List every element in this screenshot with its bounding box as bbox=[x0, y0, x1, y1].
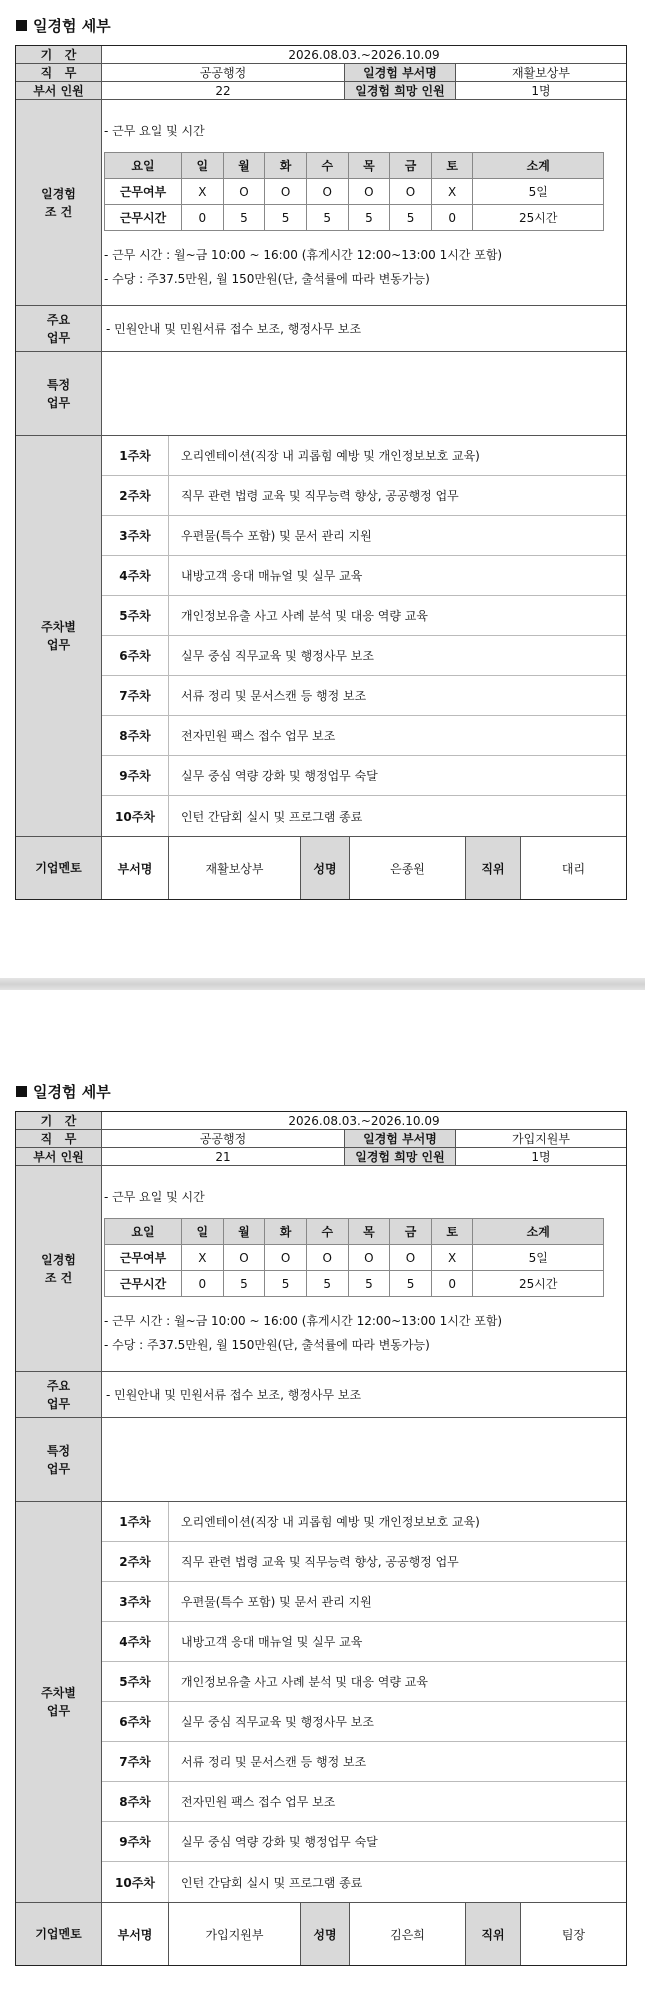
work-yn-cell: O bbox=[348, 1245, 390, 1271]
work-yn-row bbox=[105, 1245, 604, 1271]
page-gap bbox=[0, 940, 645, 1066]
week-task: 서류 정리 및 문서스캔 등 행정 보조 bbox=[181, 1755, 367, 1769]
work-days-table bbox=[104, 152, 604, 231]
work-yn-cell: X bbox=[182, 179, 224, 205]
mentor-dept-value: 재활보상부 bbox=[168, 837, 300, 899]
week-number: 3주차 bbox=[102, 516, 169, 555]
section-title-text: 일경험 세부 bbox=[33, 1083, 111, 1101]
conditions-row bbox=[16, 1166, 626, 1372]
week-number: 2주차 bbox=[102, 1542, 169, 1581]
week-row bbox=[102, 476, 626, 516]
weekly-row bbox=[16, 1502, 626, 1903]
week-row bbox=[102, 1782, 626, 1822]
square-bullet-icon bbox=[16, 20, 27, 31]
work-yn-cell: O bbox=[390, 179, 432, 205]
work-hours-cell: 0 bbox=[182, 205, 224, 231]
wanted-value: 1명 bbox=[531, 1150, 551, 1164]
special-duty-value bbox=[102, 352, 626, 435]
day-header-cell: 수 bbox=[306, 153, 348, 179]
conditions-body bbox=[102, 100, 626, 305]
work-hours-row bbox=[105, 1271, 604, 1297]
mentor-dept-value: 가입지원부 bbox=[168, 1903, 300, 1965]
day-header-cell: 일 bbox=[182, 153, 224, 179]
week-number: 4주차 bbox=[102, 1622, 169, 1661]
work-yn-cell: O bbox=[265, 1245, 307, 1271]
day-header-cell: 일 bbox=[182, 1219, 224, 1245]
mentor-name-value: 김은희 bbox=[390, 1927, 425, 1942]
mentor-dept-label: 부서명 bbox=[117, 861, 153, 876]
work-hours-cell: 0 bbox=[182, 1271, 224, 1297]
wanted-value: 1명 bbox=[531, 84, 551, 98]
work-hours-cell: 근무시간 bbox=[105, 205, 182, 231]
mentor-pos-label: 직위 bbox=[465, 1903, 521, 1965]
conditions-label: 일경험 조 건 bbox=[16, 100, 102, 305]
work-yn-cell: O bbox=[306, 1245, 348, 1271]
conditions-label: 일경험 조 건 bbox=[16, 1166, 102, 1371]
period-label: 기 간 bbox=[16, 1112, 102, 1129]
page-divider bbox=[0, 978, 645, 990]
week-task: 전자민원 팩스 접수 업무 보조 bbox=[181, 1795, 336, 1809]
weekly-label: 주차별 업무 bbox=[16, 1502, 102, 1902]
mentor-label: 기업멘토 bbox=[16, 837, 102, 899]
conditions-row bbox=[16, 100, 626, 306]
special-duty-label: 특정 업무 bbox=[16, 1418, 102, 1501]
section-title-text: 일경험 세부 bbox=[33, 17, 111, 35]
week-number: 4주차 bbox=[102, 556, 169, 595]
week-task: 인턴 간담회 실시 및 프로그램 종료 bbox=[181, 809, 363, 824]
week-number: 2주차 bbox=[102, 476, 169, 515]
job-row bbox=[16, 64, 626, 82]
work-yn-cell: 근무여부 bbox=[105, 179, 182, 205]
mentor-pos-value: 대리 bbox=[561, 861, 586, 876]
work-yn-cell: X bbox=[431, 1245, 473, 1271]
main-duty-row bbox=[16, 306, 626, 352]
period-value: 2026.08.03.~2026.10.09 bbox=[288, 47, 440, 62]
period-row bbox=[16, 46, 626, 64]
special-duty-row bbox=[16, 352, 626, 436]
mentor-name-label: 성명 bbox=[300, 837, 350, 899]
week-number: 10주차 bbox=[102, 1862, 169, 1902]
work-hours-cell: 5 bbox=[223, 1271, 265, 1297]
work-hours-cell: 0 bbox=[431, 205, 473, 231]
week-row bbox=[102, 796, 626, 836]
week-task: 직무 관련 법령 교육 및 직무능력 향상, 공공행정 업무 bbox=[181, 1555, 459, 1569]
week-task: 서류 정리 및 문서스캔 등 행정 보조 bbox=[181, 689, 367, 703]
week-task: 인턴 간담회 실시 및 프로그램 종료 bbox=[181, 1875, 363, 1890]
work-yn-cell: O bbox=[223, 1245, 265, 1271]
week-row bbox=[102, 756, 626, 796]
dept-name-label: 일경험 부서명 bbox=[344, 64, 456, 81]
weekly-list bbox=[102, 1502, 626, 1902]
section-title bbox=[16, 1081, 111, 1102]
job-label: 직 무 bbox=[16, 64, 102, 81]
week-task: 개인정보유출 사고 사례 분석 및 대응 역량 교육 bbox=[181, 609, 428, 623]
work-hours-row bbox=[105, 205, 604, 231]
week-row bbox=[102, 1742, 626, 1782]
weekly-list bbox=[102, 436, 626, 836]
day-header-cell: 금 bbox=[390, 1219, 432, 1245]
week-row bbox=[102, 516, 626, 556]
week-row bbox=[102, 1502, 626, 1542]
week-row bbox=[102, 716, 626, 756]
period-row bbox=[16, 1112, 626, 1130]
mentor-row bbox=[16, 837, 626, 899]
job-value: 공공행정 bbox=[199, 1132, 247, 1146]
week-task: 우편물(특수 포함) 및 문서 관리 지원 bbox=[181, 1595, 372, 1609]
week-task: 개인정보유출 사고 사례 분석 및 대응 역량 교육 bbox=[181, 1675, 428, 1689]
job-label: 직 무 bbox=[16, 1130, 102, 1147]
special-duty-value bbox=[102, 1418, 626, 1501]
mentor-pos-label: 직위 bbox=[465, 837, 521, 899]
work-hours-cell: 5 bbox=[223, 205, 265, 231]
hours-note: - 근무 시간 : 월~금 10:00 ~ 16:00 (휴게시간 12:00~13:00 1시간 포함) bbox=[104, 1314, 503, 1328]
work-days-title: - 근무 요일 및 시간 bbox=[104, 1190, 205, 1204]
dept-staff-label: 부서 인원 bbox=[16, 1148, 102, 1165]
main-duty-row bbox=[16, 1372, 626, 1418]
week-task: 실무 중심 역량 강화 및 행정업무 숙달 bbox=[181, 1835, 378, 1849]
week-task: 실무 중심 역량 강화 및 행정업무 숙달 bbox=[181, 769, 378, 783]
dept-name-value: 재활보상부 bbox=[512, 66, 570, 80]
dept-name-value: 가입지원부 bbox=[512, 1132, 570, 1146]
pay-note: - 수당 : 주37.5만원, 월 150만원(단, 출석률에 따라 변동가능) bbox=[104, 272, 430, 286]
day-header-cell: 수 bbox=[306, 1219, 348, 1245]
week-number: 9주차 bbox=[102, 1822, 169, 1861]
week-number: 6주차 bbox=[102, 636, 169, 675]
day-header-cell: 목 bbox=[348, 153, 390, 179]
wanted-label: 일경험 희망 인원 bbox=[344, 1148, 456, 1165]
special-duty-label: 특정 업무 bbox=[16, 352, 102, 435]
wanted-label: 일경험 희망 인원 bbox=[344, 82, 456, 99]
work-hours-cell: 근무시간 bbox=[105, 1271, 182, 1297]
week-task: 우편물(특수 포함) 및 문서 관리 지원 bbox=[181, 529, 372, 543]
work-yn-cell: O bbox=[223, 179, 265, 205]
work-days-title: - 근무 요일 및 시간 bbox=[104, 124, 205, 138]
day-header-cell: 요일 bbox=[105, 1219, 182, 1245]
week-number: 7주차 bbox=[102, 676, 169, 715]
week-number: 6주차 bbox=[102, 1702, 169, 1741]
week-row bbox=[102, 636, 626, 676]
work-hours-cell: 5 bbox=[306, 205, 348, 231]
work-hours-cell: 5 bbox=[265, 1271, 307, 1297]
work-experience-form bbox=[15, 45, 627, 900]
dept-staff-value: 22 bbox=[215, 83, 231, 98]
work-yn-cell: X bbox=[182, 1245, 224, 1271]
work-hours-cell: 25시간 bbox=[473, 205, 604, 231]
week-number: 1주차 bbox=[102, 1502, 169, 1541]
week-task: 내방고객 응대 매뉴얼 및 실무 교육 bbox=[181, 1635, 363, 1649]
day-header-cell: 목 bbox=[348, 1219, 390, 1245]
work-yn-row bbox=[105, 179, 604, 205]
dept-staff-label: 부서 인원 bbox=[16, 82, 102, 99]
week-number: 5주차 bbox=[102, 596, 169, 635]
section-title bbox=[16, 15, 111, 36]
job-value: 공공행정 bbox=[199, 66, 247, 80]
week-number: 1주차 bbox=[102, 436, 169, 475]
week-row bbox=[102, 676, 626, 716]
week-task: 내방고객 응대 매뉴얼 및 실무 교육 bbox=[181, 569, 363, 583]
dept-name-label: 일경험 부서명 bbox=[344, 1130, 456, 1147]
work-hours-cell: 5 bbox=[390, 1271, 432, 1297]
week-task: 오리엔테이션(직장 내 괴롭힘 예방 및 개인정보보호 교육) bbox=[181, 449, 480, 463]
work-hours-cell: 5 bbox=[348, 1271, 390, 1297]
work-yn-cell: X bbox=[431, 179, 473, 205]
period-value: 2026.08.03.~2026.10.09 bbox=[288, 1113, 440, 1128]
staff-row bbox=[16, 1148, 626, 1166]
work-yn-cell: O bbox=[390, 1245, 432, 1271]
square-bullet-icon bbox=[16, 1086, 27, 1097]
job-row bbox=[16, 1130, 626, 1148]
day-header-cell: 요일 bbox=[105, 153, 182, 179]
day-header-cell: 토 bbox=[431, 1219, 473, 1245]
mentor-label: 기업멘토 bbox=[16, 1903, 102, 1965]
work-yn-cell: O bbox=[265, 179, 307, 205]
day-header-cell: 월 bbox=[223, 153, 265, 179]
form-page-1 bbox=[0, 0, 645, 940]
hours-note: - 근무 시간 : 월~금 10:00 ~ 16:00 (휴게시간 12:00~13:00 1시간 포함) bbox=[104, 248, 503, 262]
work-yn-cell: O bbox=[306, 179, 348, 205]
week-task: 실무 중심 직무교육 및 행정사무 보조 bbox=[181, 649, 374, 663]
mentor-name-label: 성명 bbox=[300, 1903, 350, 1965]
period-label: 기 간 bbox=[16, 46, 102, 63]
main-duty-label: 주요 업무 bbox=[16, 1372, 102, 1417]
pay-note: - 수당 : 주37.5만원, 월 150만원(단, 출석률에 따라 변동가능) bbox=[104, 1338, 430, 1352]
week-task: 오리엔테이션(직장 내 괴롭힘 예방 및 개인정보보호 교육) bbox=[181, 1515, 480, 1529]
day-header-cell: 화 bbox=[265, 153, 307, 179]
mentor-dept-label: 부서명 bbox=[117, 1927, 153, 1942]
work-yn-cell: 5일 bbox=[473, 179, 604, 205]
week-number: 5주차 bbox=[102, 1662, 169, 1701]
week-row bbox=[102, 556, 626, 596]
week-row bbox=[102, 1822, 626, 1862]
week-row bbox=[102, 1582, 626, 1622]
week-number: 8주차 bbox=[102, 1782, 169, 1821]
week-number: 10주차 bbox=[102, 796, 169, 836]
conditions-body bbox=[102, 1166, 626, 1371]
work-hours-cell: 5 bbox=[348, 205, 390, 231]
weekly-row bbox=[16, 436, 626, 837]
main-duty-label: 주요 업무 bbox=[16, 306, 102, 351]
mentor-name-value: 은종원 bbox=[390, 861, 425, 876]
day-header-cell: 토 bbox=[431, 153, 473, 179]
week-number: 3주차 bbox=[102, 1582, 169, 1621]
work-hours-cell: 5 bbox=[390, 205, 432, 231]
week-number: 9주차 bbox=[102, 756, 169, 795]
days-header-row bbox=[105, 153, 604, 179]
form-page-2 bbox=[0, 1066, 645, 1990]
work-hours-cell: 5 bbox=[265, 205, 307, 231]
main-duty-value: - 민원안내 및 민원서류 접수 보조, 행정사무 보조 bbox=[106, 1388, 362, 1402]
week-number: 8주차 bbox=[102, 716, 169, 755]
week-row bbox=[102, 1662, 626, 1702]
mentor-pos-value: 팀장 bbox=[561, 1927, 586, 1942]
staff-row bbox=[16, 82, 626, 100]
days-header-row bbox=[105, 1219, 604, 1245]
work-experience-form bbox=[15, 1111, 627, 1966]
week-number: 7주차 bbox=[102, 1742, 169, 1781]
week-row bbox=[102, 1702, 626, 1742]
work-yn-cell: O bbox=[348, 179, 390, 205]
dept-staff-value: 21 bbox=[215, 1149, 231, 1164]
work-hours-cell: 25시간 bbox=[473, 1271, 604, 1297]
work-yn-cell: 근무여부 bbox=[105, 1245, 182, 1271]
day-header-cell: 화 bbox=[265, 1219, 307, 1245]
special-duty-row bbox=[16, 1418, 626, 1502]
work-yn-cell: 5일 bbox=[473, 1245, 604, 1271]
main-duty-value: - 민원안내 및 민원서류 접수 보조, 행정사무 보조 bbox=[106, 322, 362, 336]
day-header-cell: 금 bbox=[390, 153, 432, 179]
week-task: 전자민원 팩스 접수 업무 보조 bbox=[181, 729, 336, 743]
week-task: 직무 관련 법령 교육 및 직무능력 향상, 공공행정 업무 bbox=[181, 489, 459, 503]
week-row bbox=[102, 1542, 626, 1582]
week-row bbox=[102, 436, 626, 476]
work-hours-cell: 5 bbox=[306, 1271, 348, 1297]
day-header-cell: 소계 bbox=[473, 153, 604, 179]
week-row bbox=[102, 1862, 626, 1902]
day-header-cell: 월 bbox=[223, 1219, 265, 1245]
mentor-row bbox=[16, 1903, 626, 1965]
work-hours-cell: 0 bbox=[431, 1271, 473, 1297]
work-days-table bbox=[104, 1218, 604, 1297]
week-row bbox=[102, 1622, 626, 1662]
weekly-label: 주차별 업무 bbox=[16, 436, 102, 836]
week-row bbox=[102, 596, 626, 636]
day-header-cell: 소계 bbox=[473, 1219, 604, 1245]
week-task: 실무 중심 직무교육 및 행정사무 보조 bbox=[181, 1715, 374, 1729]
